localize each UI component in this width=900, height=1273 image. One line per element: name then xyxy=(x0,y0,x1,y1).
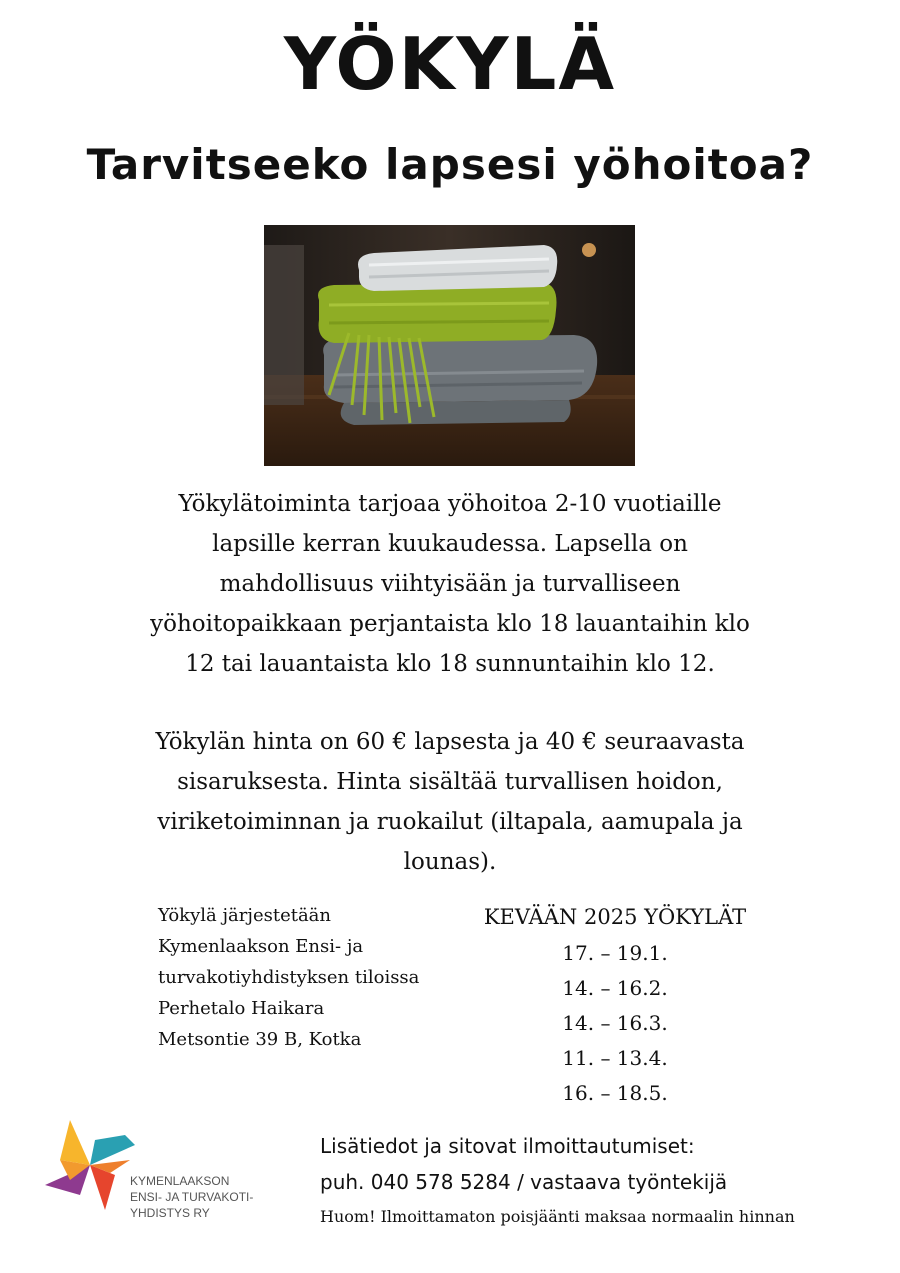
price-line: sisaruksesta. Hinta sisältää turvallisen hoidon, xyxy=(177,769,723,795)
page-subtitle: Tarvitseeko lapsesi yöhoitoa? xyxy=(86,140,814,189)
intro-line: 12 tai lauantaista klo 18 sunnuntaihin klo 12. xyxy=(185,651,715,677)
schedule-dates xyxy=(470,936,760,1111)
schedule-title: KEVÄÄN 2025 YÖKYLÄT xyxy=(483,905,747,929)
absence-note: Huom! Ilmoittamaton poisjäänti maksaa normaalin hinnan xyxy=(320,1207,795,1226)
logo-text-line: KYMENLAAKSON xyxy=(130,1174,230,1188)
contact-phone: puh. 040 578 5284 / vastaava työntekijä xyxy=(320,1170,728,1194)
venue-line: Metsontie 39 B, Kotka xyxy=(158,1029,362,1050)
venue-line: Yökylä järjestetään xyxy=(158,905,332,926)
logo-text-line: YHDISTYS RY xyxy=(130,1206,210,1220)
venue-info xyxy=(158,900,438,1055)
logo-text-line: ENSI- JA TURVAKOTI- xyxy=(130,1190,254,1204)
schedule-date: 14. – 16.2. xyxy=(562,976,668,1000)
schedule-date: 16. – 18.5. xyxy=(562,1081,668,1105)
contact-heading: Lisätiedot ja sitovat ilmoittautumiset: xyxy=(320,1134,695,1158)
price-paragraph xyxy=(110,722,790,882)
schedule-date: 14. – 16.3. xyxy=(562,1011,668,1035)
contact-info xyxy=(320,1128,880,1232)
price-line: lounas). xyxy=(403,849,497,875)
price-line: viriketoiminnan ja ruokailut (iltapala, aamupala ja xyxy=(157,809,743,835)
folded-scarves-photo xyxy=(264,225,635,466)
schedule-date: 11. – 13.4. xyxy=(562,1046,668,1070)
intro-paragraph xyxy=(110,484,790,684)
organization-logo xyxy=(40,1115,300,1230)
venue-line: turvakotiyhdistyksen tiloissa xyxy=(158,967,420,988)
schedule-date: 17. – 19.1. xyxy=(562,941,668,965)
page-title: YÖKYLÄ xyxy=(283,22,617,106)
price-line: Yökylän hinta on 60 € lapsesta ja 40 € seuraavasta xyxy=(155,729,745,755)
intro-line: mahdollisuus viihtyisään ja turvalliseen xyxy=(219,571,681,597)
pinwheel-icon xyxy=(45,1120,135,1210)
venue-line: Perhetalo Haikara xyxy=(158,998,325,1019)
schedule xyxy=(470,900,760,1111)
intro-line: lapsille kerran kuukaudessa. Lapsella on xyxy=(212,531,688,557)
venue-line: Kymenlaakson Ensi- ja xyxy=(158,936,364,957)
intro-line: Yökylätoiminta tarjoaa yöhoitoa 2-10 vuotiaille xyxy=(178,491,722,517)
intro-line: yöhoitopaikkaan perjantaista klo 18 lauantaihin klo xyxy=(150,611,750,637)
